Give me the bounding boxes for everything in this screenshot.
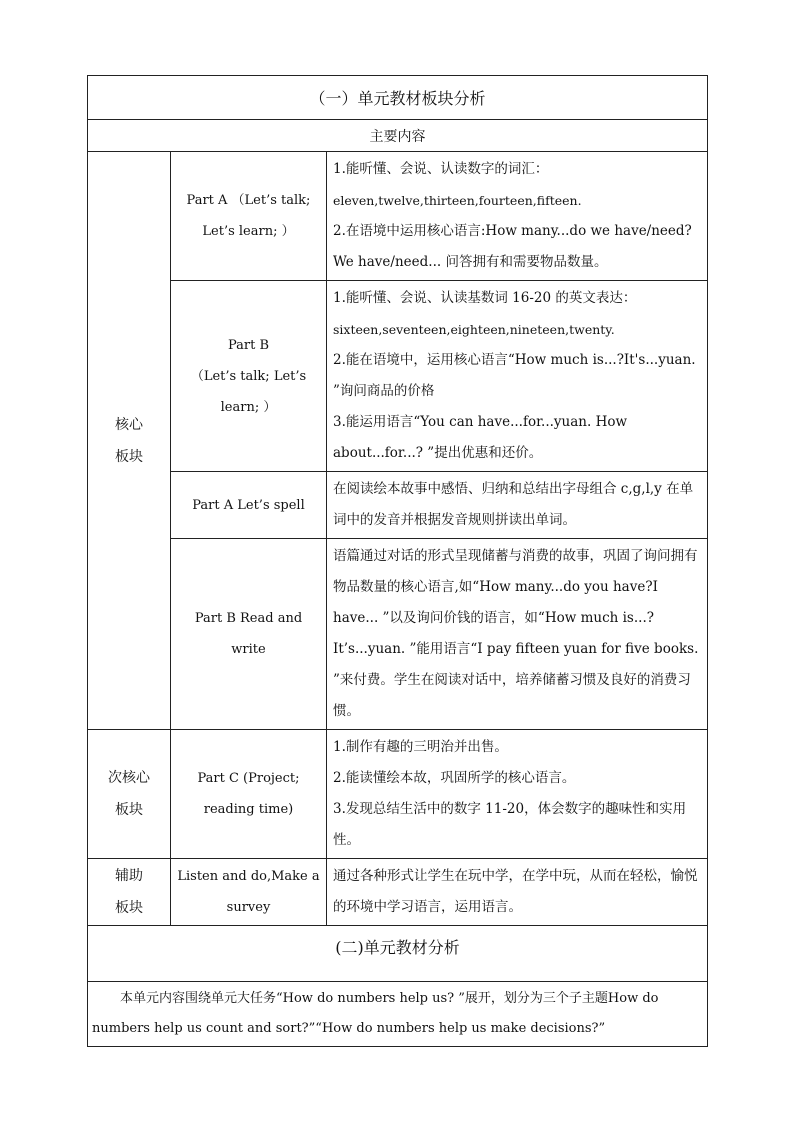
- content-line: 1.制作有趣的三明治并出售。: [333, 739, 508, 755]
- core-part-b-talk-content: [327, 281, 708, 472]
- unit-analysis-table: [87, 75, 708, 1047]
- content-line: 通过各种形式让学生在玩中学，在学中玩，从而在轻松，愉悦的环境中学习语言，运用语言。: [333, 868, 698, 915]
- content-line: 1.能听懂、会说、认读数字的词汇：: [333, 161, 549, 177]
- content-line: 1.能听懂、会说、认读基数词 16-20 的英文表达：: [333, 290, 637, 306]
- aux-part: Listen and do,Make a survey: [171, 859, 327, 926]
- core-section-label: 核心 板块: [88, 152, 171, 730]
- main-content-heading: 主要内容: [88, 120, 708, 152]
- core-part-a-spell-content: [327, 472, 708, 539]
- core-part-b-read-content: [327, 539, 708, 730]
- section1-title: （一）单元教材板块分析: [88, 76, 708, 120]
- core-part-a-spell: Part A Let’s spell: [171, 472, 327, 539]
- content-line: 2.能在语境中，运用核心语言“How much is...?It's...yuan. ”询问商品的价格: [333, 352, 696, 399]
- sub-core-content: [327, 730, 708, 859]
- core-part-b-talk: Part B （Let’s talk; Let’s learn; ）: [171, 281, 327, 472]
- content-line: 3.能运用语言“You can have...for...yuan. How about...for...? ”提出优惠和还价。: [333, 414, 628, 461]
- section2-title: [88, 926, 708, 982]
- core-part-a-talk-content: [327, 152, 708, 281]
- aux-section-label: 辅助 板块: [88, 859, 171, 926]
- content-line: eleven,twelve,thirteen,fourteen,fifteen.: [333, 193, 582, 208]
- sub-core-section-label: 次核心 板块: [88, 730, 171, 859]
- content-line: 3.发现总结生活中的数字 11-20，体会数字的趣味性和实用性。: [333, 801, 687, 848]
- content-line: 在阅读绘本故事中感悟、归纳和总结出字母组合 c,g,l,y 在单词中的发音并根据发音规则拼读出单词。: [333, 481, 694, 528]
- content-line: sixteen,seventeen,eighteen,nineteen,twenty.: [333, 322, 615, 337]
- sub-core-part-c: Part C (Project; reading time): [171, 730, 327, 859]
- section2-title-text: (二)单元教材分析: [335, 938, 460, 957]
- content-line: 语篇通过对话的形式呈现储蓄与消费的故事，巩固了询问拥有物品数量的核心语言,如“How many...do you have?I have... ”以及询问价钱的语言，如“How much is...?It’s...yuan. ”能用语言“I pay fifteen yuan for five books. ”来付费。学生在阅读对话中，培养储蓄习惯及良好的消费习惯。: [333, 548, 699, 719]
- core-part-a-talk: Part A （Let’s talk; Let’s learn; ）: [171, 152, 327, 281]
- content-line: 2.在语境中运用核心语言:How many...do we have/need? We have/need... 问答拥有和需要物品数量。: [333, 223, 692, 270]
- content-line: 2.能读懂绘本故，巩固所学的核心语言。: [333, 770, 576, 786]
- unit-summary: 本单元内容围绕单元大任务“How do numbers help us? ”展开，划分为三个子主题How do numbers help us count and sort?”“How do numbers help us make decisions?”: [88, 982, 708, 1047]
- aux-content: [327, 859, 708, 926]
- core-part-b-read: Part B Read and write: [171, 539, 327, 730]
